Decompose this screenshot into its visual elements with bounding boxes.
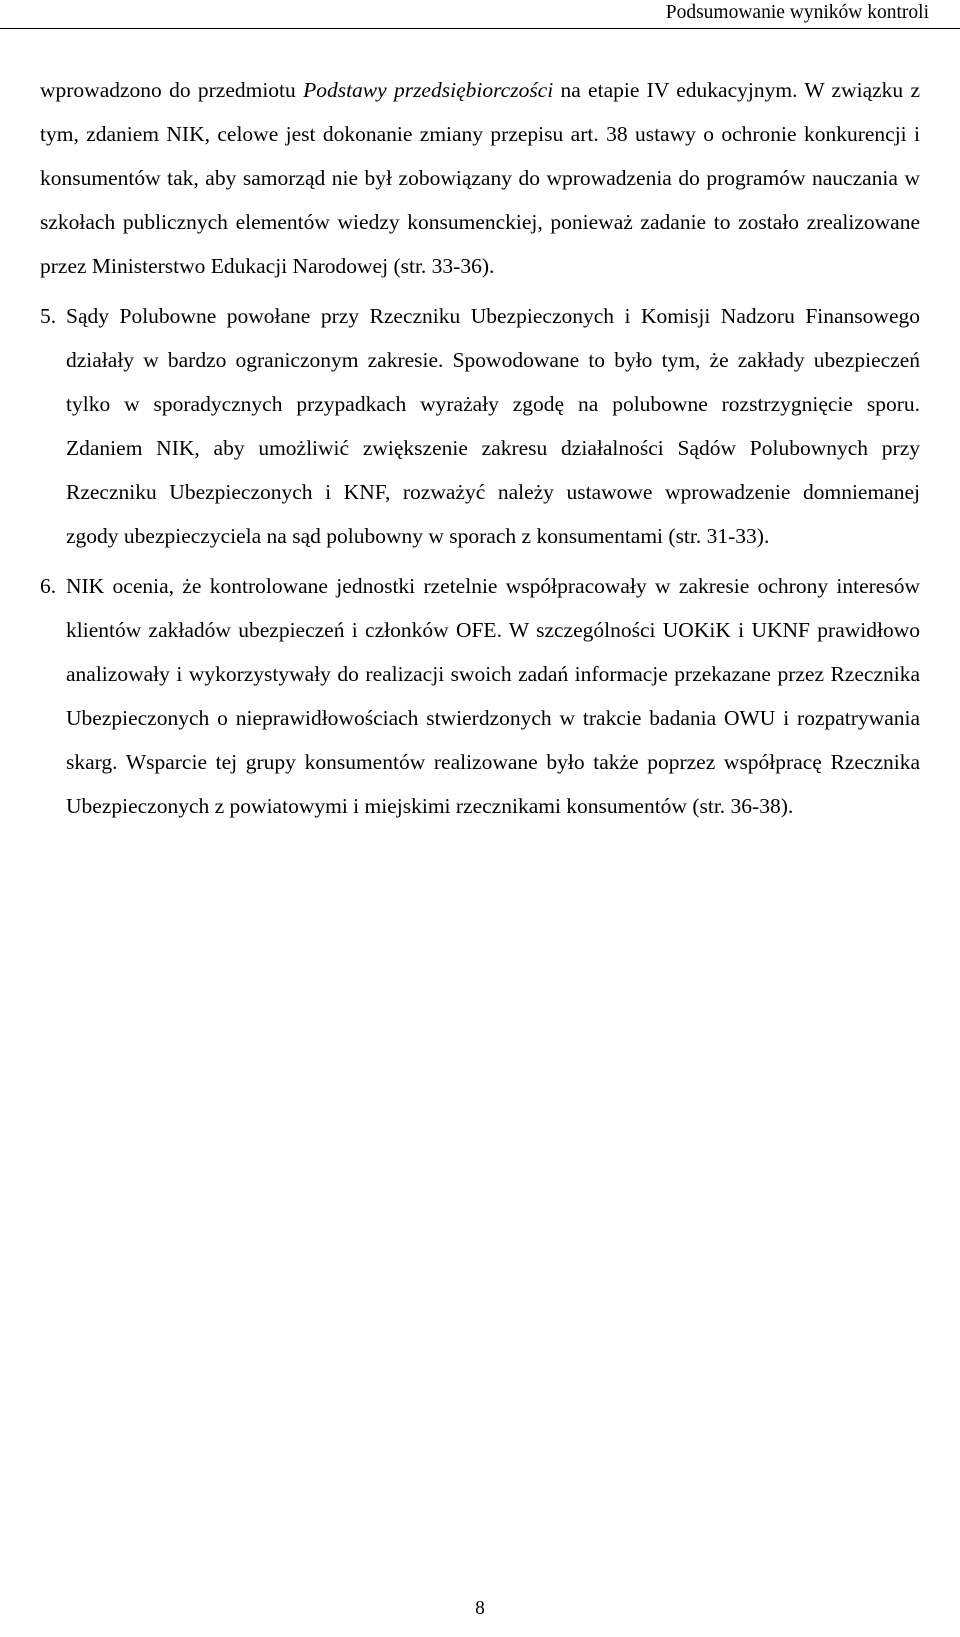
header-rule <box>0 28 960 29</box>
running-header <box>0 0 960 30</box>
paragraph-text: NIK ocenia, że kontrolowane jednostki rzetelnie współpracowały w zakresie ochrony interesów klientów zakładów ubezpieczeń i członków OFE. W szczególności UOKiK i UKNF prawidłowo analizowały i wykorzystywały do realizacji swoich zadań informacje przekazane przez Rzecznika Ubezpieczonych o nieprawidłowościach stwierdzonych w trakcie badania OWU i rozpatrywania skarg. Wsparcie tej grupy konsumentów realizowane było także poprzez współpracę Rzecznika Ubezpieczonych z powiatowymi i miejskimi rzecznikami konsumentów (str. 36-38). <box>66 574 920 818</box>
numbered-paragraph-5 <box>40 294 920 558</box>
numbered-paragraph-6 <box>40 564 920 828</box>
intro-text-end: na etapie IV edukacyjnym. W związku z tym, zdaniem NIK, celowe jest dokonanie zmiany przepisu art. 38 ustawy o ochronie konkurencji i konsumentów tak, aby samorząd nie był zobowiązany do wprowadzenia do programów nauczania w szkołach publicznych elementów wiedzy konsumenckiej, ponieważ zadanie to zostało zrealizowane przez Ministerstwo Edukacji Narodowej (str. 33-36). <box>40 78 920 278</box>
intro-paragraph <box>40 68 920 288</box>
paragraph-number: 6. <box>40 574 57 598</box>
paragraph-number: 5. <box>40 304 57 328</box>
running-header-title: Podsumowanie wyników kontroli <box>665 2 929 23</box>
page-number: 8 <box>475 1598 485 1619</box>
paragraph-text: Sądy Polubowne powołane przy Rzeczniku Ubezpieczonych i Komisji Nadzoru Finansowego działały w bardzo ograniczonym zakresie. Spowodowane to było tym, że zakłady ubezpieczeń tylko w sporadycznych przypadkach wyrażały zgodę na polubowne rozstrzygnięcie sporu. Zdaniem NIK, aby umożliwić zwiększenie zakresu działalności Sądów Polubownych przy Rzeczniku Ubezpieczonych i KNF, rozważyć należy ustawowe wprowadzenie domniemanej zgody ubezpieczyciela na sąd polubowny w sporach z konsumentami (str. 31-33). <box>66 304 920 548</box>
intro-text-start: wprowadzono do przedmiotu <box>40 78 304 102</box>
intro-italic-subject: Podstawy przedsiębiorczości <box>303 78 554 102</box>
document-body <box>40 68 920 828</box>
